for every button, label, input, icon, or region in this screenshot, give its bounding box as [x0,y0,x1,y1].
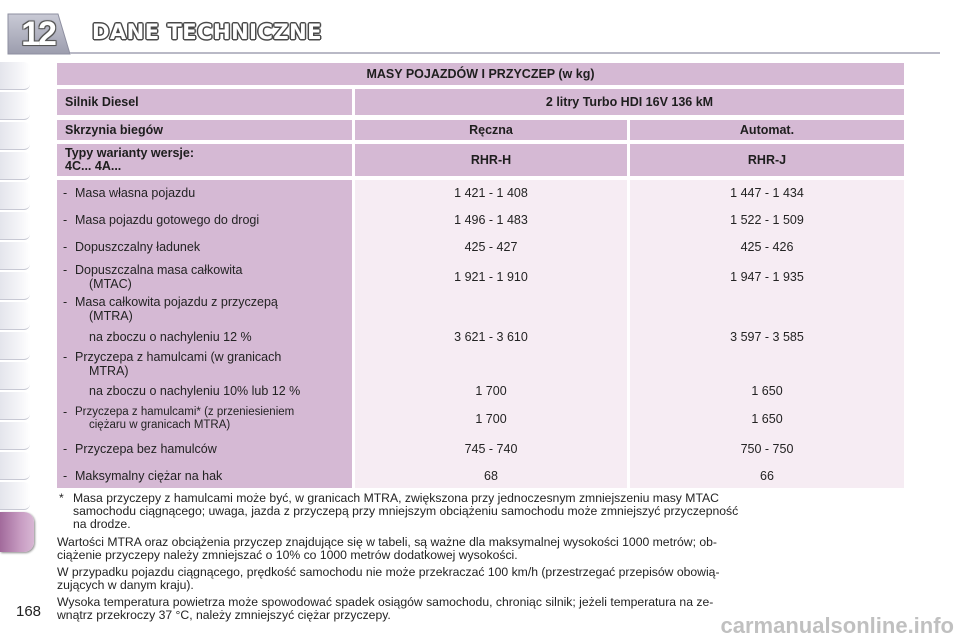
types-label-line1: Typy warianty wersje: [65,146,194,160]
row-value-manual: 745 - 740 [464,442,518,456]
note-paragraph: Wysoka temperatura powietrza może spowodować spadek osiągów samochodu, chroniąc silnik; jeżeli temperatura na ze- [57,595,714,609]
row-label: na zboczu o nachyleniu 12 % [89,330,252,344]
row-value-manual: 1 496 - 1 483 [454,213,528,227]
chapter-tab[interactable] [0,302,30,330]
row-label: Dopuszczalna masa całkowita [75,263,243,277]
row-label: Przyczepa z hamulcami* (z przeniesieniem [75,406,295,418]
gearbox-manual: Ręczna [355,120,627,140]
chapter-tab[interactable] [0,422,30,450]
row-label-line2: (MTRA) [89,309,133,323]
row-value-manual: 3 621 - 3 610 [454,330,528,344]
row-value-auto: 750 - 750 [740,442,794,456]
chapter-tab[interactable] [0,482,30,510]
chapter-tab[interactable] [0,242,30,270]
note-paragraph-cont: zujących w danym kraju). [57,578,194,592]
chapter-tab[interactable] [0,452,30,480]
note-paragraph: Wartości MTRA oraz obciążenia przyczep znajdujące się w tabeli, są ważne dla maksymalnej wysokości 1000 metrów; ob- [57,535,717,549]
table-title: MASY POJAZDÓW I PRZYCZEP (w kg) [57,63,904,85]
chapter-tab[interactable] [0,332,30,360]
row-label: Dopuszczalny ładunek [75,240,201,254]
note-paragraph-cont: wnątrz przekroczy 37 °C, należy zmniejszyć ciężar przyczepy. [57,608,391,622]
header-divider [70,52,940,54]
types-label [57,144,352,176]
chapter-tab[interactable] [0,152,30,180]
row-value-auto: 1 947 - 1 935 [730,270,804,284]
row-value-manual: 1 921 - 1 910 [454,270,528,284]
row-label: Przyczepa bez hamulców [75,442,217,456]
footnote-star: * [59,491,64,505]
engine-value: 2 litry Turbo HDI 16V 136 kM [355,89,904,115]
chapter-tab-active[interactable] [0,512,34,552]
footnote [57,492,905,532]
footnote-line: na drodze. [73,517,131,531]
row-label: Przyczepa z hamulcami (w granicach [75,350,282,364]
chapter-thumb-tabs [0,62,36,602]
chapter-tab[interactable] [0,362,30,390]
page-number: 168 [16,603,42,620]
row-value-auto: 1 447 - 1 434 [730,186,804,200]
row-value-auto: 1 650 [751,384,783,398]
row-value-manual: 1 421 - 1 408 [454,186,528,200]
row-value-manual: 68 [484,469,498,483]
watermark: carmanualsonline.info [720,613,954,638]
note-paragraph: W przypadku pojazdu ciągnącego, prędkość samochodu nie może przekraczać 100 km/h (przestrzegać przepisów obowią- [57,565,720,579]
row-value-manual: 425 - 427 [464,240,518,254]
footnote-line: samochodu ciągnącego; uwaga, jazda z przyczepą przy mniejszym obciążeniu samochodu może zmniejszyć przyczepność [73,504,739,518]
chapter-tab[interactable] [0,122,30,150]
row-label-line2: MTRA) [89,364,129,378]
types-label-line2: 4C... 4A... [65,159,122,173]
gearbox-label: Skrzynia biegów [57,120,352,140]
chapter-tab[interactable] [0,62,30,90]
row-label-line2: (MTAC) [89,277,132,291]
row-label: Masa pojazdu gotowego do drogi [75,213,260,227]
chapter-tab[interactable] [0,182,30,210]
row-value-auto: 425 - 426 [740,240,794,254]
row-label: Maksymalny ciężar na hak [75,469,223,483]
chapter-tab[interactable] [0,392,30,420]
type-auto: RHR-J [630,144,904,176]
row-label: na zboczu o nachyleniu 10% lub 12 % [89,384,301,398]
row-label: Masa całkowita pojazdu z przyczepą [75,295,278,309]
row-label-line2: ciężaru w granicach MTRA) [89,419,231,431]
note-paragraph-cont: ciążenie przyczepy należy zmniejszać o 10% co 1000 metrów dodatkowej wysokości. [57,548,518,562]
chapter-tab[interactable] [0,272,30,300]
row-value-auto: 1 522 - 1 509 [730,213,804,227]
footnote-line: Masa przyczepy z hamulcami może być, w granicach MTRA, zwiększona przy jednoczesnym zmniejszeniu masy MTAC [73,491,719,505]
row-label: Masa własna pojazdu [75,186,196,200]
engine-label: Silnik Diesel [57,89,352,115]
page-title: DANE TECHNICZNE [92,20,323,44]
chapter-tab[interactable] [0,92,30,120]
row-value-auto: 66 [760,469,774,483]
row-value-manual: 1 700 [475,384,507,398]
type-manual: RHR-H [355,144,627,176]
row-value-manual: 1 700 [475,412,507,426]
row-value-auto: 3 597 - 3 585 [730,330,804,344]
chapter-badge [2,10,72,58]
row-value-auto: 1 650 [751,412,783,426]
chapter-number: 12 [21,15,55,53]
chapter-tab[interactable] [0,212,30,240]
gearbox-auto: Automat. [630,120,904,140]
